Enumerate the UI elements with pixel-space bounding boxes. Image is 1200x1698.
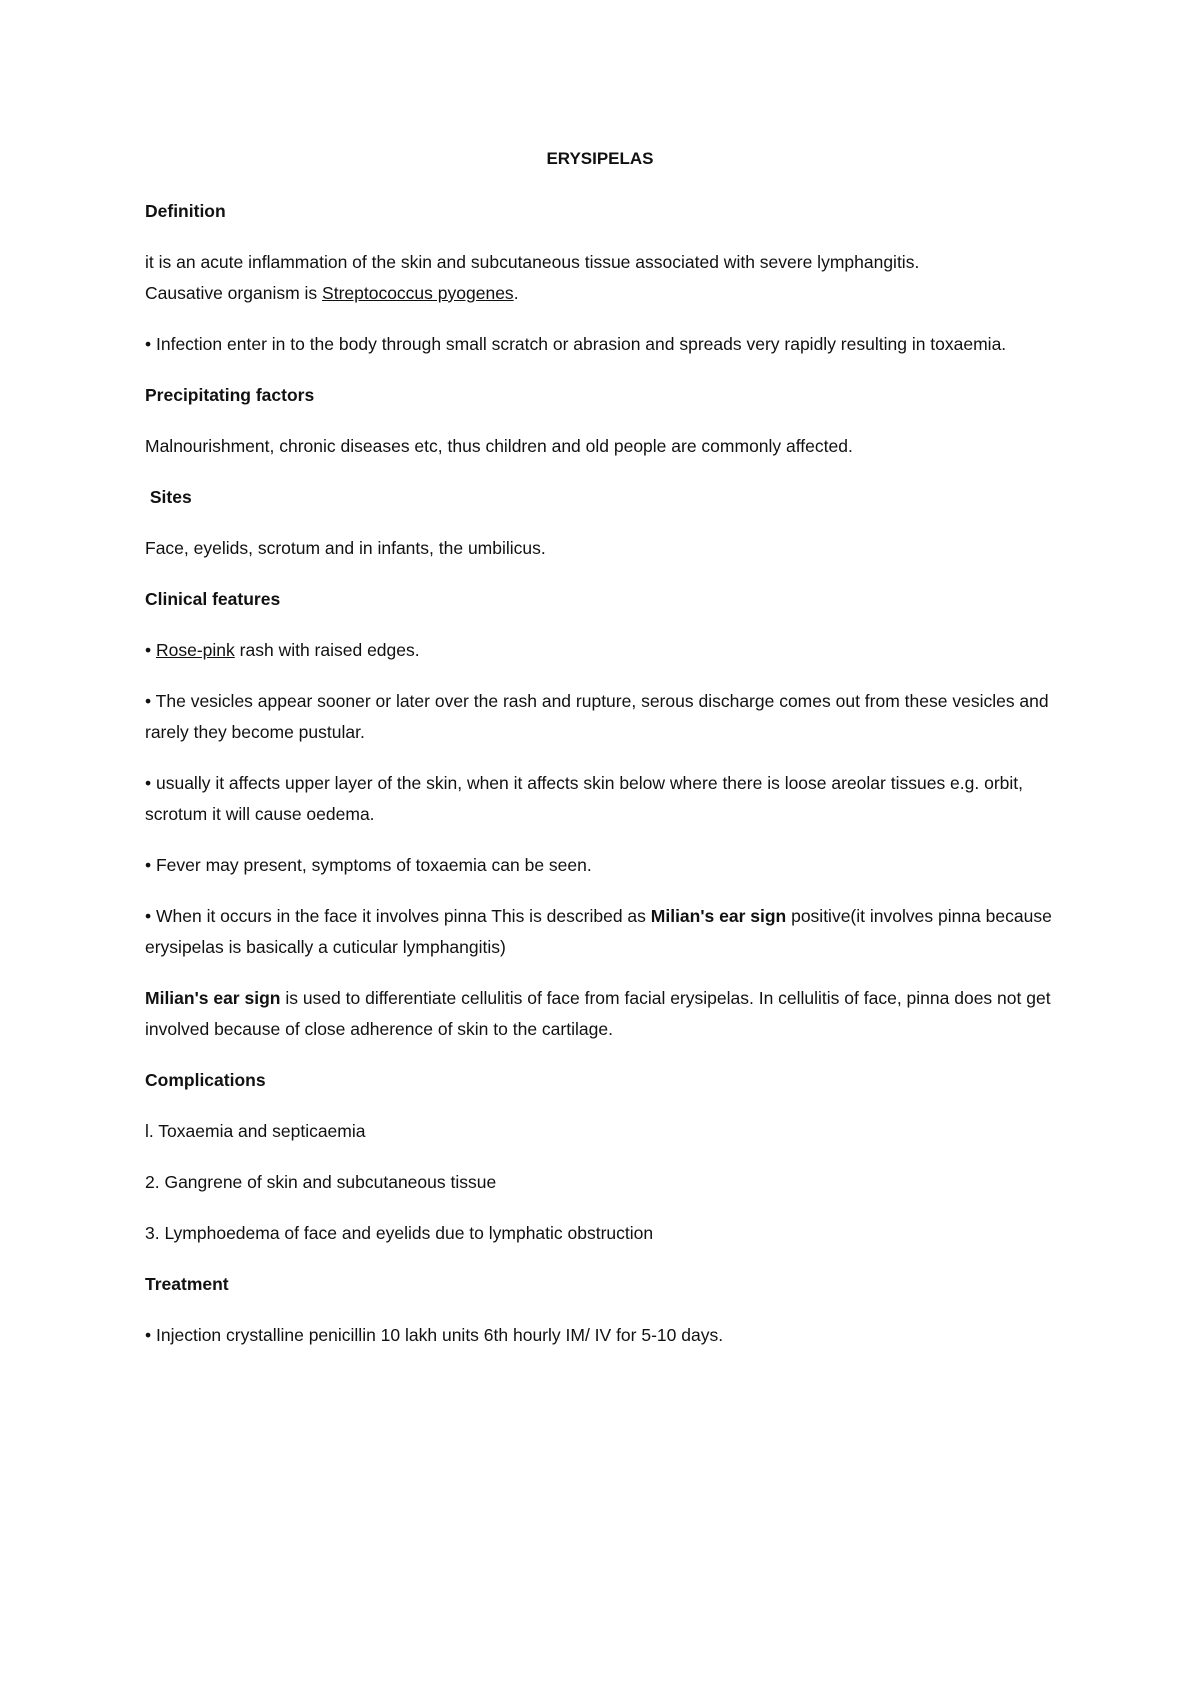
sites-text: Face, eyelids, scrotum and in infants, the umbilicus. <box>145 538 546 558</box>
rose-pink-term: Rose-pink <box>156 640 235 660</box>
clinical-bullet-1-suffix: rash with raised edges. <box>234 640 420 660</box>
clinical-bullet-5-suffix: positive(it involves pinna because erysipelas is basically a cuticular lymphangitis) <box>145 906 1052 957</box>
heading-treatment: Treatment <box>145 1274 229 1294</box>
milians-sign-paragraph <box>145 983 1065 1045</box>
definition-line-1: it is an acute inflammation of the skin and subcutaneous tissue associated with severe lymphangitis. <box>145 252 920 272</box>
heading-precipitating-factors: Precipitating factors <box>145 385 315 405</box>
complication-item: 3. Lymphoedema of face and eyelids due to lymphatic obstruction <box>145 1223 654 1243</box>
clinical-bullet-2: • The vesicles appear sooner or later over the rash and rupture, serous discharge comes out from these vesicles and rarely they become pustular. <box>145 691 1049 742</box>
precipitating-text: Malnourishment, chronic diseases etc, thus children and old people are commonly affected. <box>145 436 853 456</box>
complication-item: 2. Gangrene of skin and subcutaneous tissue <box>145 1172 497 1192</box>
organism-name: Streptococcus pyogenes <box>322 283 514 303</box>
clinical-bullet-4: • Fever may present, symptoms of toxaemia can be seen. <box>145 855 592 875</box>
document-body <box>145 196 1065 1371</box>
heading-clinical-features: Clinical features <box>145 589 281 609</box>
clinical-bullet-5 <box>145 901 1065 963</box>
clinical-bullet-1 <box>145 635 1065 666</box>
milians-ear-sign-label: Milian's ear sign <box>145 988 281 1008</box>
definition-bullet: • Infection enter in to the body through small scratch or abrasion and spreads very rapidly resulting in toxaemia. <box>145 334 1007 354</box>
document-title: ERYSIPELAS <box>546 149 654 168</box>
milians-sign-text: is used to differentiate cellulitis of face from facial erysipelas. In cellulitis of face, pinna does not get involved because of close adherence of skin to the cartilage. <box>145 988 1051 1039</box>
clinical-bullet-1-prefix: • <box>145 640 156 660</box>
treatment-text: • Injection crystalline penicillin 10 lakh units 6th hourly IM/ IV for 5-10 days. <box>145 1325 724 1345</box>
definition-line-2-suffix: . <box>513 283 519 303</box>
clinical-bullet-5-prefix: • When it occurs in the face it involves pinna This is described as <box>145 906 651 926</box>
milians-ear-sign-term: Milian's ear sign <box>650 906 787 926</box>
heading-sites: Sites <box>145 487 192 507</box>
definition-paragraph <box>145 247 1065 309</box>
clinical-bullet-3: • usually it affects upper layer of the skin, when it affects skin below where there is loose areolar tissues e.g. orbit, scrotum it will cause oedema. <box>145 773 1024 824</box>
definition-line-2-prefix: Causative organism is <box>145 283 323 303</box>
heading-definition: Definition <box>145 201 226 221</box>
heading-complications: Complications <box>145 1070 266 1090</box>
complication-item: l. Toxaemia and septicaemia <box>145 1121 366 1141</box>
